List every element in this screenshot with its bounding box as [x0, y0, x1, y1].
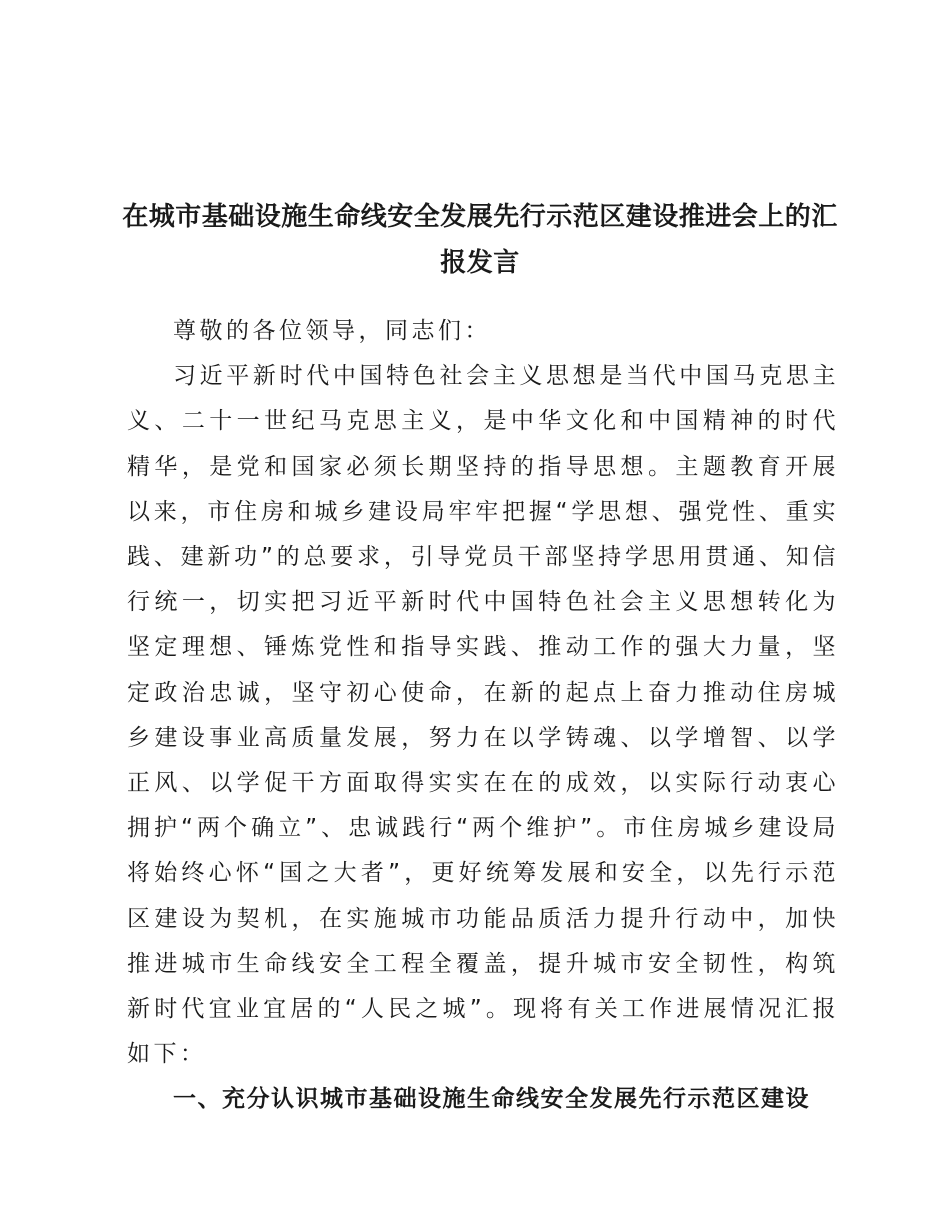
section-heading: 一、充分认识城市基础设施生命线安全发展先行示范区建设	[173, 1086, 810, 1113]
document-title: 在城市基础设施生命线安全发展先行示范区建设推进会上的汇报发言	[122, 202, 838, 278]
document-body	[127, 309, 839, 1123]
body-paragraph: 习近平新时代中国特色社会主义思想是当代中国马克思主义、二十一世纪马克思主义，是中华文化和中国精神的时代精华，是党和国家必须长期坚持的指导思想。主题教育开展以来，市住房和城乡建设局牢牢把握“学思想、强党性、重实践、建新功”的总要求，引导党员干部坚持学思用贯通、知信行统一，切实把习近平新时代中国特色社会主义思想转化为坚定理想、锤炼党性和指导实践、推动工作的强大力量，坚定政治忠诚，坚守初心使命，在新的起点上奋力推动住房城乡建设事业高质量发展，努力在以学铸魂、以学增智、以学正风、以学促干方面取得实实在在的成效，以实际行动衷心拥护“两个确立”、忠诚践行“两个维护”。市住房城乡建设局将始终心怀“国之大者”，更好统筹发展和安全，以先行示范区建设为契机，在实施城市功能品质活力提升行动中，加快推进城市生命线安全工程全覆盖，提升城市安全韧性，构筑新时代宜业宜居的“人民之城”。现将有关工作进展情况汇报如下：	[127, 363, 839, 1068]
salutation: 尊敬的各位领导，同志们：	[173, 318, 491, 344]
